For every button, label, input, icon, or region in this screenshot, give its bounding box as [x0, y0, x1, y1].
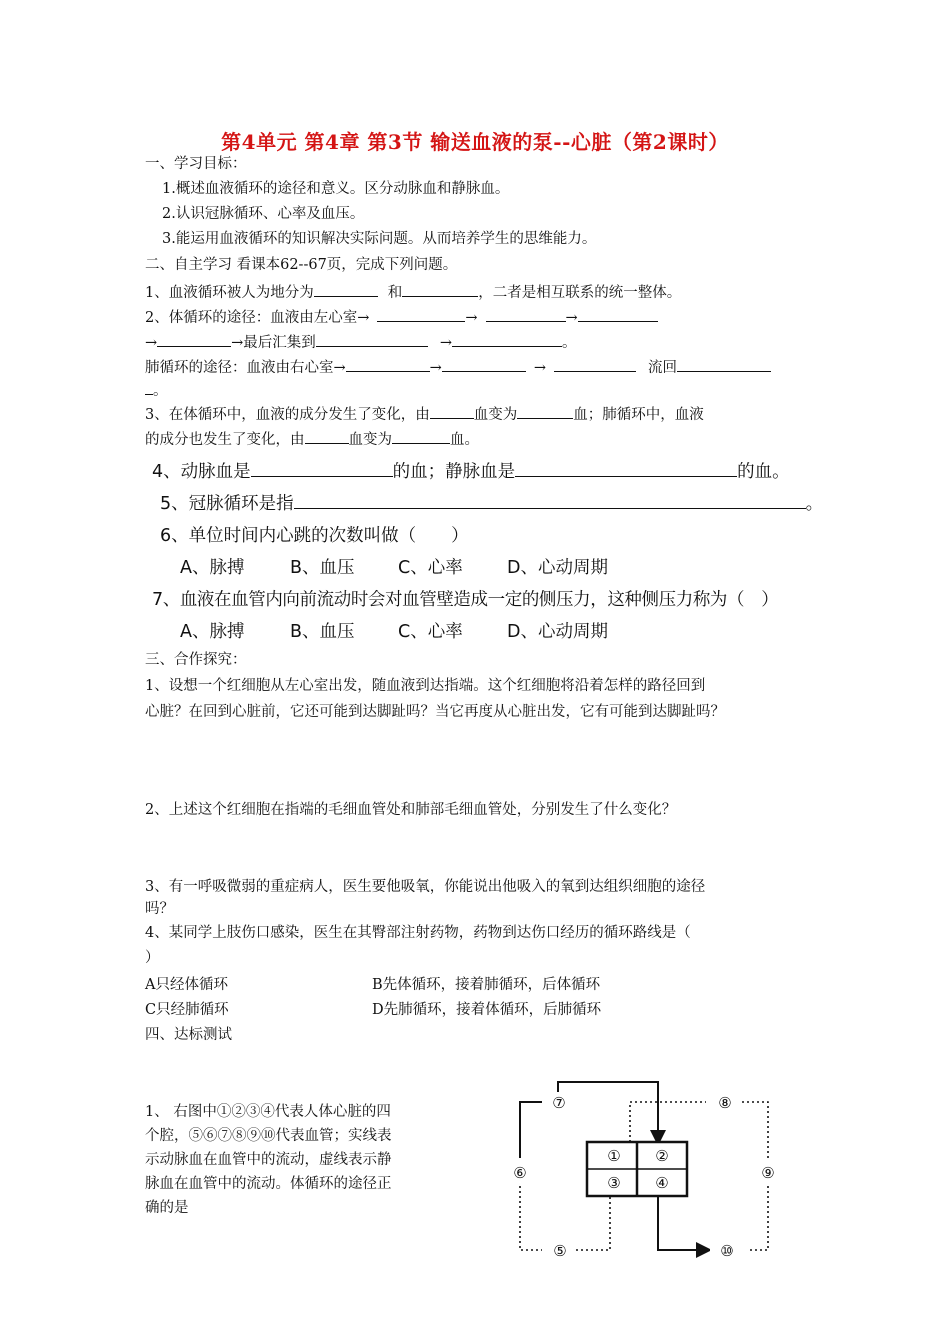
test-question-line: 个腔，⑤⑥⑦⑧⑨⑩代表血管；实线表	[145, 1128, 392, 1144]
inquiry-question: 1、设想一个红细胞从左心室出发，随血液到达指端。这个红细胞将沿着怎样的路径回到	[145, 678, 706, 694]
vessel-7-label: ⑦	[552, 1094, 566, 1112]
vein-line	[748, 1186, 768, 1250]
q-text: 血变为	[473, 407, 518, 423]
q-text: 。	[805, 494, 824, 514]
question-2-1	[145, 282, 681, 302]
chamber-1-label: ①	[607, 1147, 621, 1165]
chamber-2-label: ②	[655, 1147, 669, 1165]
q-text: 4、动脉血是	[152, 462, 251, 482]
circulation-diagram	[510, 1078, 785, 1268]
inquiry-question: 吗？	[145, 901, 174, 917]
answer-blank[interactable]	[294, 492, 806, 509]
q-text: 的血；静脉血是	[392, 462, 516, 482]
arrow: →	[429, 360, 442, 376]
chamber-3-label: ③	[607, 1174, 621, 1192]
objective-item: 2.认识冠脉循环、心率及血压。	[162, 206, 365, 222]
q-text: 流回	[647, 360, 677, 376]
q-text: ，二者是相互联系的统一整体。	[478, 285, 682, 301]
q-text: 肺循环的途径：血液由右心室→	[145, 360, 346, 376]
test-question-line: 脉血在血管中的流动。体循环的途径正	[145, 1176, 392, 1192]
question-2-7: 7、血液在血管内向前流动时会对血管壁造成一定的侧压力，这种侧压力称为（ ）	[152, 590, 779, 610]
section-3-heading: 三、合作探究：	[145, 652, 247, 668]
test-question-line: 示动脉血在血管中的流动，虚线表示静	[145, 1152, 392, 1168]
vessel-9-label: ⑨	[761, 1164, 775, 1182]
q-text: 。	[153, 383, 168, 399]
choice-option[interactable]: A只经体循环	[145, 977, 228, 993]
answer-blank[interactable]	[517, 404, 573, 419]
q7-option[interactable]: C、心率	[398, 622, 463, 642]
answer-blank[interactable]	[677, 357, 771, 372]
q-text: 血变为	[348, 432, 392, 448]
question-2-3-cont	[145, 429, 479, 449]
q-text: 的血。	[737, 462, 790, 482]
test-question-line: 1、 右图中①②③④代表人体心脏的四	[145, 1104, 391, 1120]
answer-blank[interactable]	[392, 429, 450, 444]
question-2-3	[145, 404, 704, 424]
section-4-heading: 四、达标测试	[145, 1027, 232, 1043]
q-text: →最后汇集到	[231, 335, 316, 351]
inquiry-question: 4、某同学上肢伤口感染，医生在其臀部注射药物，药物到达伤口经历的循环路线是（	[145, 925, 691, 941]
vessel-6-label: ⑥	[513, 1164, 527, 1182]
answer-blank[interactable]	[251, 460, 393, 477]
section-2-heading: 二、自主学习 看课本62--67页，完成下列问题。	[145, 257, 458, 273]
q7-option[interactable]: A、脉搏	[180, 622, 245, 642]
artery-line	[558, 1082, 658, 1142]
arrow: →	[465, 310, 478, 326]
answer-blank[interactable]	[515, 460, 737, 477]
q-text: 的成分也发生了变化，由	[145, 432, 305, 448]
q-text: 5、冠脉循环是指	[160, 494, 294, 514]
page-title: 第4单元 第4章 第3节 输送血液的泵--心脏（第2课时）	[221, 130, 729, 154]
question-2-2-pulmonary	[145, 357, 771, 377]
arrow: →	[565, 310, 578, 326]
inquiry-question: ）	[145, 950, 160, 966]
inquiry-question: 3、有一呼吸微弱的重症病人，医生要他吸氧，你能说出他吸入的氧到达组织细胞的途径	[145, 879, 706, 895]
choice-option[interactable]: C只经肺循环	[145, 1002, 229, 1018]
objective-item: 3.能运用血液循环的知识解决实际问题。从而培养学生的思维能力。	[162, 231, 597, 247]
vessel-10-label: ⑩	[720, 1242, 734, 1260]
answer-blank[interactable]	[402, 282, 478, 297]
q-text: 1、血液循环被人为地分为	[145, 285, 314, 301]
answer-blank[interactable]	[578, 307, 658, 322]
inquiry-question: 2、上述这个红细胞在指端的毛细血管处和肺部毛细血管处，分别发生了什么变化？	[145, 802, 677, 818]
vessel-5-label: ⑤	[553, 1242, 567, 1260]
question-2-6: 6、单位时间内心跳的次数叫做（ ）	[160, 526, 469, 546]
q-text: 血。	[450, 432, 479, 448]
inquiry-question: 心脏？在回到心脏前，它还可能到达脚趾吗？当它再度从心脏出发，它有可能到达脚趾吗？	[145, 704, 725, 720]
q-text: 和	[387, 285, 403, 301]
arrow: →	[533, 360, 546, 376]
answer-blank[interactable]	[452, 332, 562, 347]
arrow: →	[439, 335, 452, 351]
answer-blank[interactable]	[305, 429, 349, 444]
question-2-2-end	[145, 380, 168, 400]
answer-blank[interactable]	[377, 307, 465, 322]
choice-option[interactable]: B先体循环，接着肺循环，后体循环	[372, 977, 601, 993]
arrow: →	[145, 335, 158, 351]
q-text: 。	[561, 335, 577, 351]
objective-item: 1.概述血液循环的途径和意义。区分动脉血和静脉血。	[162, 181, 510, 197]
choice-option[interactable]: D先肺循环，接着体循环，后肺循环	[372, 1002, 602, 1018]
artery-line	[520, 1102, 542, 1158]
vein-line	[576, 1194, 610, 1250]
q6-option[interactable]: D、心动周期	[507, 558, 608, 578]
answer-blank[interactable]	[157, 332, 231, 347]
question-2-2-cont	[145, 332, 576, 352]
answer-blank[interactable]	[316, 332, 428, 347]
answer-blank[interactable]	[554, 357, 636, 372]
vein-line	[742, 1102, 768, 1158]
q-text: 血；肺循环中，血液	[573, 407, 704, 423]
question-2-2	[145, 307, 658, 327]
q6-option[interactable]: C、心率	[398, 558, 463, 578]
q7-option[interactable]: B、血压	[290, 622, 355, 642]
answer-blank[interactable]	[145, 380, 153, 395]
q7-option[interactable]: D、心动周期	[507, 622, 608, 642]
q6-option[interactable]: A、脉搏	[180, 558, 245, 578]
vessel-8-label: ⑧	[718, 1094, 732, 1112]
answer-blank[interactable]	[346, 357, 430, 372]
answer-blank[interactable]	[430, 404, 474, 419]
answer-blank[interactable]	[442, 357, 526, 372]
q-text: 2、体循环的途径：血液由左心室→	[145, 310, 370, 326]
vein-line	[630, 1102, 706, 1142]
question-2-4	[152, 458, 790, 483]
question-2-5	[160, 490, 823, 515]
chamber-4-label: ④	[655, 1174, 669, 1192]
section-1-heading: 一、学习目标：	[145, 156, 247, 172]
answer-blank[interactable]	[314, 282, 378, 297]
answer-blank[interactable]	[486, 307, 566, 322]
q-text: 3、在体循环中，血液的成分发生了变化，由	[145, 407, 430, 423]
q6-option[interactable]: B、血压	[290, 558, 355, 578]
test-question-line: 确的是	[145, 1200, 189, 1216]
vein-line	[520, 1186, 542, 1250]
artery-line	[658, 1194, 708, 1250]
